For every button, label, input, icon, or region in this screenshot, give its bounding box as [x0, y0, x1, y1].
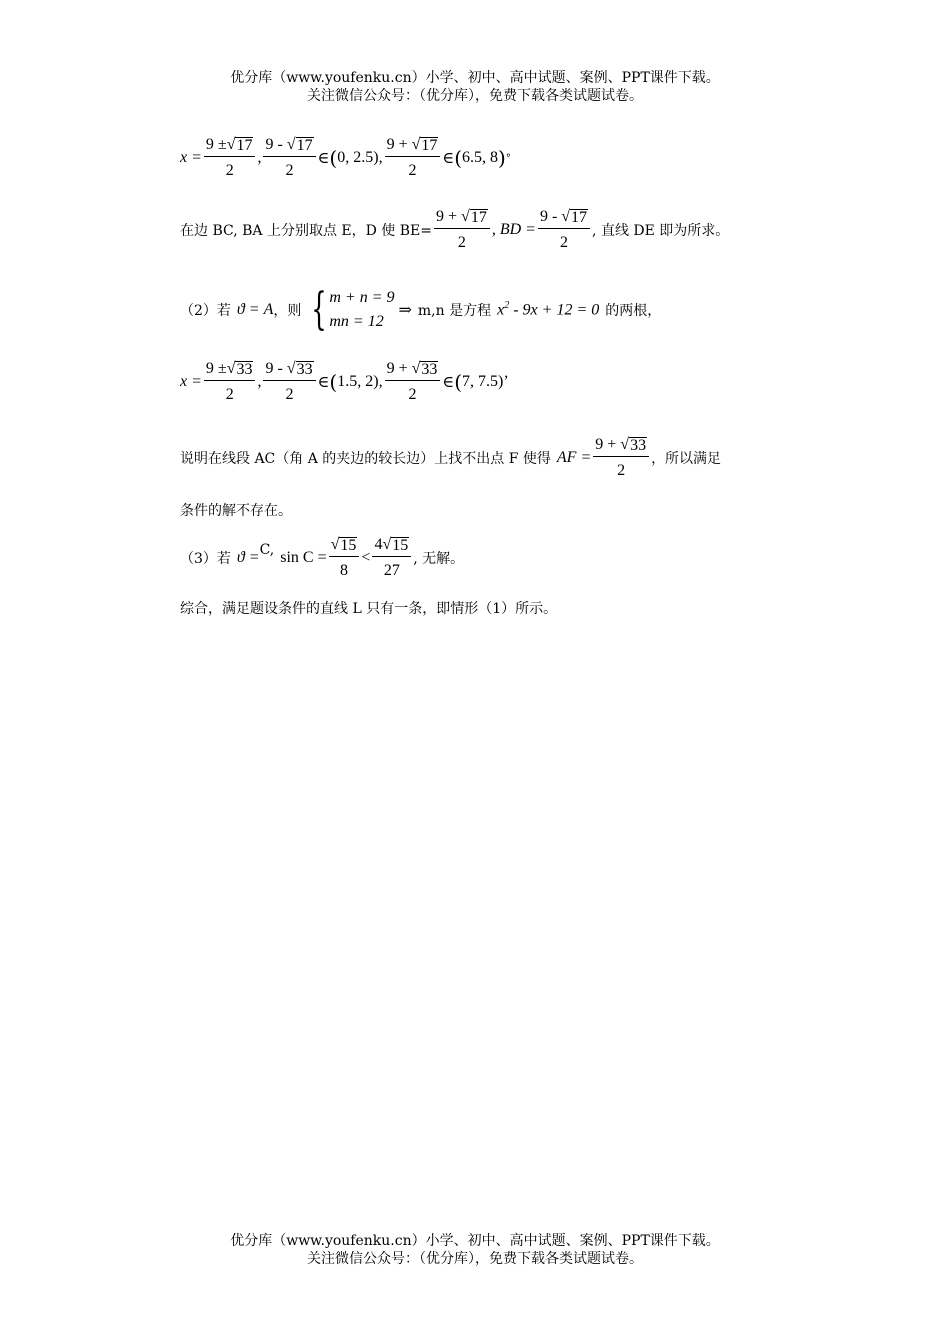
- equation-roots-33: x = 9 ± √ 33 2 , 9 - √ 33 2 ∈ ( 1.5, 2 ), 9 + √ 33 2 ∈ ( 7, 7.5 )’: [180, 360, 509, 403]
- paragraph-case-3: （3）若 ϑ = C, sin C = √ 15 8 < 4 √ 15 27 , 无解。: [180, 536, 465, 579]
- page-header: [0, 69, 950, 105]
- equation-roots-17: x = 9 ± √ 17 2 , 9 - √ 17 2 ∈ ( 0, 2.5 ), 9 + √ 17 2 ∈ ( 6.5, 8 ) °: [180, 136, 511, 179]
- footer-line-2: 关注微信公众号：（优分库），免费下载各类试题试卷。: [307, 1251, 643, 1267]
- eq1-x: x =: [180, 149, 202, 166]
- eq1-fraction-minus: 9 - √ 17 2: [263, 136, 315, 180]
- eq2-fraction-plus: 9 + √ 33 2: [385, 360, 441, 404]
- paragraph-conclusion: 综合，满足题设条件的直线 L 只有一条，即情形（1）所示。: [180, 601, 558, 617]
- paragraph-segment-ac: 说明在线段 AC（角 A 的夹边的较长边）上找不出点 F 使得 AF = 9 + √ 33 2 ，所以满足: [180, 436, 722, 479]
- header-line-1: 优分库（www.youfenku.cn）小学、初中、高中试题、案例、PPT课件下载。: [230, 70, 720, 86]
- equation-system: { m + n = 9 mn = 12: [311, 284, 395, 335]
- footer-line-1: 优分库（www.youfenku.cn）小学、初中、高中试题、案例、PPT课件下载。: [230, 1233, 720, 1249]
- page-footer: [0, 1232, 950, 1268]
- paragraph-case-2: （2）若 ϑ = A ，则 { m + n = 9 mn = 12 ⇒ m,n 是方程 $x^2 - 9x + 12 = 0$ 的两根，: [180, 284, 662, 335]
- paragraph-choose-points: 在边 BC, BA 上分别取点 E，D 使 BE= 9 + √ 17 2 , BD = 9 - √ 17 2 , 直线 DE 即为所求。: [180, 208, 730, 251]
- p1-fraction-be: 9 + √ 17 2: [434, 208, 490, 252]
- eq2-fraction-pm: 9 ± √ 33 2: [204, 360, 256, 404]
- eq1-fraction-plus: 9 + √ 17 2: [385, 136, 441, 180]
- p5-fraction-sin: √ 15 8: [329, 536, 360, 580]
- eq1-fraction-pm: 9 ± √ 17 2: [204, 136, 256, 180]
- eq2-fraction-minus: 9 - √ 33 2: [263, 360, 315, 404]
- p3-fraction-af: 9 + √ 33 2: [593, 436, 649, 480]
- p5-fraction-compare: 4 √ 15 27: [372, 536, 411, 580]
- p1-fraction-bd: 9 - √ 17 2: [538, 208, 590, 252]
- header-line-2: 关注微信公众号：（优分库），免费下载各类试题试卷。: [307, 88, 643, 104]
- paragraph-no-solution: 条件的解不存在。: [180, 503, 292, 519]
